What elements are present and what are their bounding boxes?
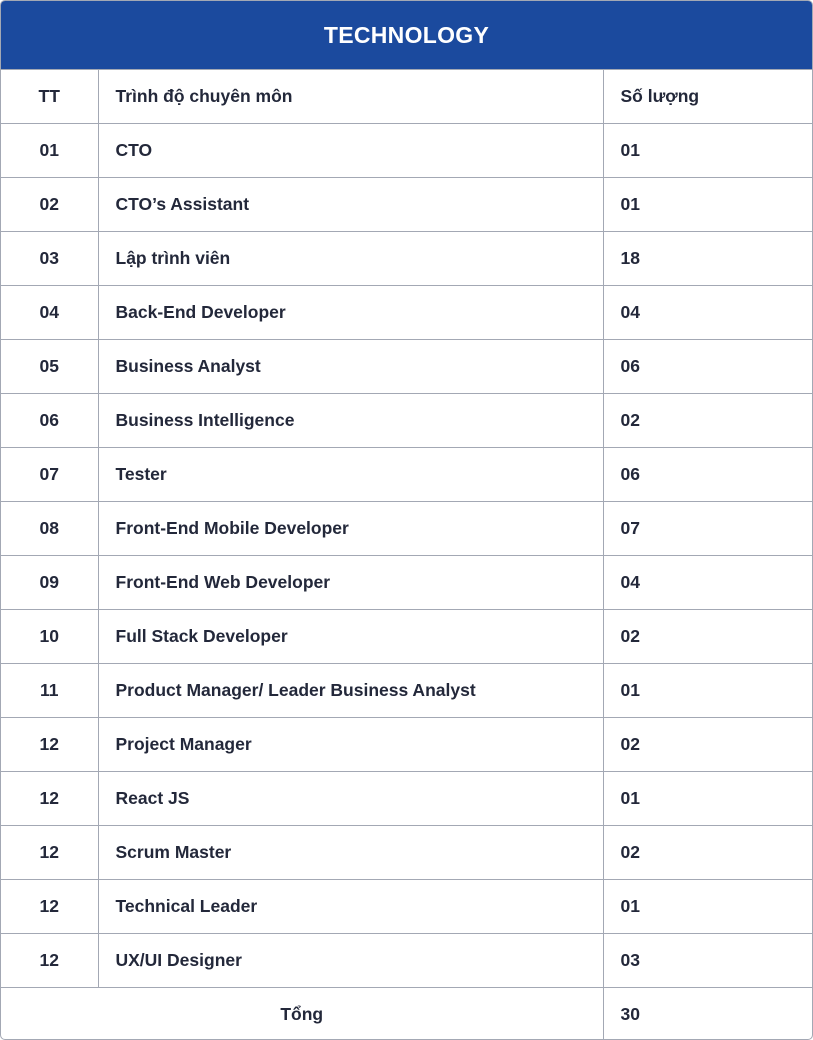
total-row <box>1 988 812 1040</box>
row-count: 01 <box>603 664 812 718</box>
row-role: Back-End Developer <box>98 286 603 340</box>
table-row <box>1 610 812 664</box>
row-role: UX/UI Designer <box>98 934 603 988</box>
row-index: 12 <box>1 772 98 826</box>
table-row <box>1 124 812 178</box>
row-role: Product Manager/ Leader Business Analyst <box>98 664 603 718</box>
row-role: Scrum Master <box>98 826 603 880</box>
table-row <box>1 826 812 880</box>
row-count: 06 <box>603 448 812 502</box>
table-row <box>1 880 812 934</box>
staff-table <box>1 69 812 1040</box>
row-count: 04 <box>603 286 812 340</box>
row-role: Business Intelligence <box>98 394 603 448</box>
row-count: 04 <box>603 556 812 610</box>
row-role: CTO’s Assistant <box>98 178 603 232</box>
row-role: Project Manager <box>98 718 603 772</box>
row-index: 12 <box>1 718 98 772</box>
row-count: 01 <box>603 880 812 934</box>
total-count: 30 <box>603 988 812 1040</box>
row-index: 12 <box>1 934 98 988</box>
row-index: 03 <box>1 232 98 286</box>
table-row <box>1 340 812 394</box>
table-row <box>1 232 812 286</box>
row-index: 08 <box>1 502 98 556</box>
row-role: Tester <box>98 448 603 502</box>
row-role: Technical Leader <box>98 880 603 934</box>
table-row <box>1 934 812 988</box>
row-role: Front-End Mobile Developer <box>98 502 603 556</box>
row-count: 06 <box>603 340 812 394</box>
row-index: 06 <box>1 394 98 448</box>
row-index: 12 <box>1 880 98 934</box>
row-count: 02 <box>603 394 812 448</box>
table-row <box>1 772 812 826</box>
table-row <box>1 556 812 610</box>
row-count: 18 <box>603 232 812 286</box>
row-role: React JS <box>98 772 603 826</box>
row-count: 02 <box>603 610 812 664</box>
row-index: 07 <box>1 448 98 502</box>
table-row <box>1 178 812 232</box>
row-index: 10 <box>1 610 98 664</box>
row-role: Front-End Web Developer <box>98 556 603 610</box>
table-row <box>1 394 812 448</box>
table-row <box>1 286 812 340</box>
header-index: TT <box>1 70 98 124</box>
row-count: 02 <box>603 718 812 772</box>
row-count: 03 <box>603 934 812 988</box>
row-count: 01 <box>603 178 812 232</box>
header-count: Số lượng <box>603 70 812 124</box>
row-count: 01 <box>603 772 812 826</box>
row-count: 01 <box>603 124 812 178</box>
row-role: Business Analyst <box>98 340 603 394</box>
row-role: Lập trình viên <box>98 232 603 286</box>
row-index: 02 <box>1 178 98 232</box>
row-role: CTO <box>98 124 603 178</box>
row-index: 05 <box>1 340 98 394</box>
header-row <box>1 70 812 124</box>
row-role: Full Stack Developer <box>98 610 603 664</box>
row-count: 02 <box>603 826 812 880</box>
row-index: 09 <box>1 556 98 610</box>
row-index: 12 <box>1 826 98 880</box>
table-title: TECHNOLOGY <box>1 1 812 69</box>
total-label: Tổng <box>1 988 603 1040</box>
table-row <box>1 664 812 718</box>
table-row <box>1 502 812 556</box>
row-count: 07 <box>603 502 812 556</box>
table-row <box>1 718 812 772</box>
table-row <box>1 448 812 502</box>
row-index: 01 <box>1 124 98 178</box>
row-index: 04 <box>1 286 98 340</box>
header-role: Trình độ chuyên môn <box>98 70 603 124</box>
row-index: 11 <box>1 664 98 718</box>
